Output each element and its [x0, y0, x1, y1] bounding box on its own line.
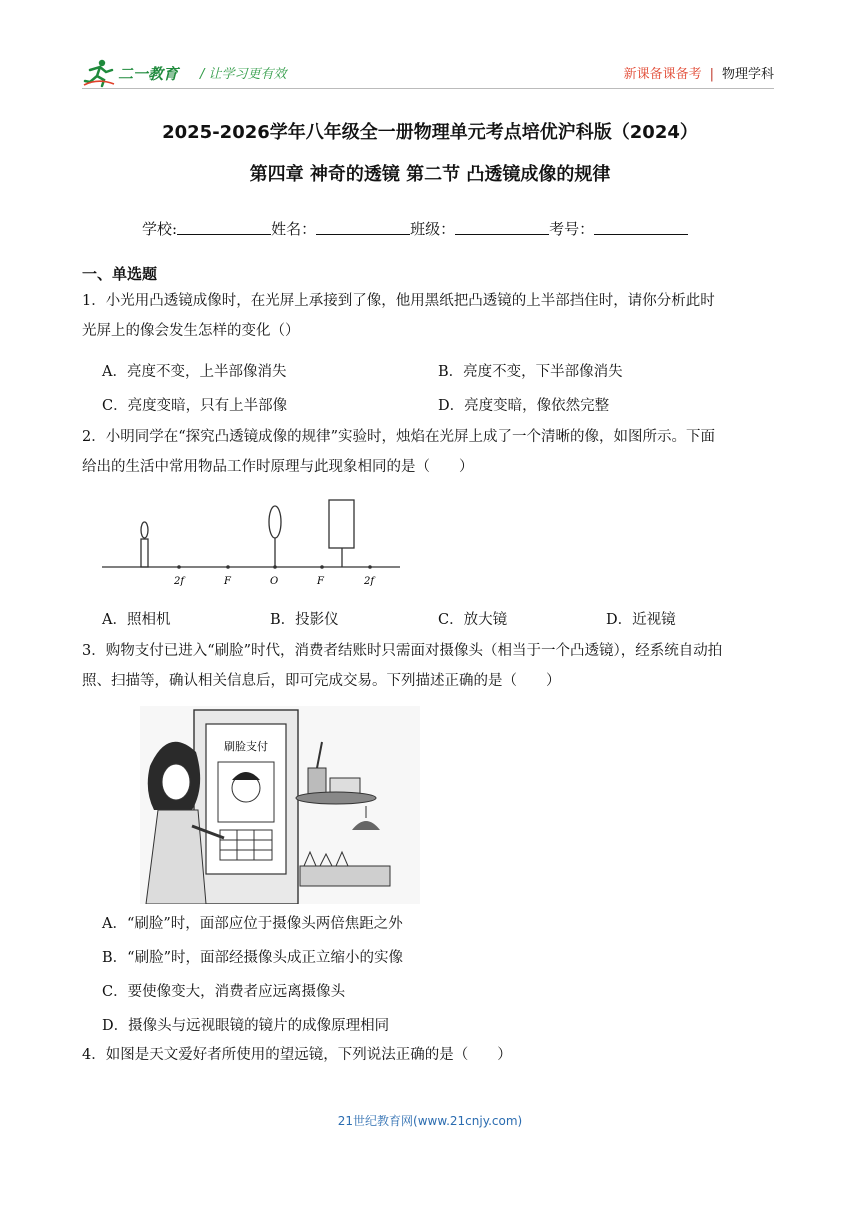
question-1 [82, 286, 782, 346]
slogan: / 让学习更有效 [200, 67, 287, 82]
logo-text: 二一教育 [118, 64, 179, 83]
question-4 [82, 1040, 782, 1070]
number-label: 考号： [549, 220, 595, 238]
section-heading: 一、单选题 [82, 265, 158, 283]
q2-option-a[interactable]: A．照相机 [102, 612, 171, 628]
school-field[interactable] [177, 218, 271, 235]
question-3-line2: 照、扫描等，确认相关信息后，即可完成交易。下列描述正确的是（ ） [82, 673, 561, 689]
q2-option-c[interactable]: C．放大镜 [438, 612, 508, 628]
school-label: 学校: [142, 220, 178, 238]
question-1-line2: 光屏上的像会发生怎样的变化（） [82, 323, 300, 339]
class-field[interactable] [455, 218, 549, 235]
label-f-left: F [224, 576, 231, 587]
header-separator: | [709, 67, 714, 82]
q3-option-d[interactable]: D．摄像头与远视眼镜的镜片的成像原理相同 [102, 1018, 390, 1034]
question-4-line1: 4．如图是天文爱好者所使用的望远镜，下列说法正确的是（ ） [82, 1047, 512, 1063]
q1-option-d[interactable]: D．亮度变暗，像依然完整 [438, 398, 610, 414]
header-subject: 物理学科 [721, 67, 774, 82]
page-title: 2025-2026学年八年级全一册物理单元考点培优沪科版（2024） [162, 122, 698, 143]
face-pay-sign: 刷脸支付 [224, 740, 268, 753]
q2-option-d[interactable]: D．近视镜 [606, 612, 676, 628]
runner-logo-icon [82, 58, 116, 88]
screen-icon [329, 500, 354, 567]
class-label: 班级： [410, 220, 456, 238]
convex-lens-icon [269, 506, 281, 567]
q1-option-c[interactable]: C．亮度变暗，只有上半部像 [102, 398, 288, 414]
header-divider [82, 88, 774, 89]
candle-icon [141, 522, 148, 567]
face-pay-illustration [140, 706, 420, 904]
header-right [624, 63, 774, 82]
question-3-line1: 3．购物支付已进入“刷脸”时代，消费者结账时只需面对摄像头（相当于一个凸透镜），经系统自动拍 [82, 643, 723, 659]
question-3 [82, 636, 782, 696]
label-f-right: F [317, 576, 324, 587]
label-2f-left: 2f [174, 576, 185, 587]
q3-option-c[interactable]: C．要使像变大，消费者应远离摄像头 [102, 984, 346, 1000]
label-o: O [270, 576, 279, 587]
q3-option-b[interactable]: B．“刷脸”时，面部经摄像头成正立缩小的实像 [102, 950, 403, 966]
q1-option-a[interactable]: A．亮度不变，上半部像消失 [102, 364, 287, 380]
q2-option-b[interactable]: B．投影仪 [270, 612, 339, 628]
question-1-line1: 1．小光用凸透镜成像时，在光屏上承接到了像，他用黑纸把凸透镜的上半部挡住时，请你分析此时 [82, 293, 715, 309]
question-2-line2: 给出的生活中常用物品工作时原理与此现象相同的是（ ） [82, 459, 474, 475]
page-footer[interactable]: 21世纪教育网(www.21cnjy.com) [337, 1114, 523, 1128]
label-2f-right: 2f [364, 576, 375, 587]
student-info [142, 218, 688, 239]
name-label: 姓名： [271, 220, 317, 238]
name-field[interactable] [316, 218, 410, 235]
page-header [82, 56, 774, 90]
number-field[interactable] [594, 218, 688, 235]
page-subtitle: 第四章 神奇的透镜 第二节 凸透镜成像的规律 [249, 164, 611, 185]
q3-option-a[interactable]: A．“刷脸”时，面部应位于摄像头两倍焦距之外 [102, 916, 403, 932]
question-2-line1: 2．小明同学在“探究凸透镜成像的规律”实验时，烛焰在光屏上成了一个清晰的像，如图所示。下面 [82, 429, 716, 445]
lens-experiment-figure [102, 492, 402, 592]
header-tagline: 新课备课备考 [623, 67, 702, 82]
logo [82, 58, 178, 88]
q1-option-b[interactable]: B．亮度不变，下半部像消失 [438, 364, 623, 380]
question-2 [82, 422, 782, 482]
